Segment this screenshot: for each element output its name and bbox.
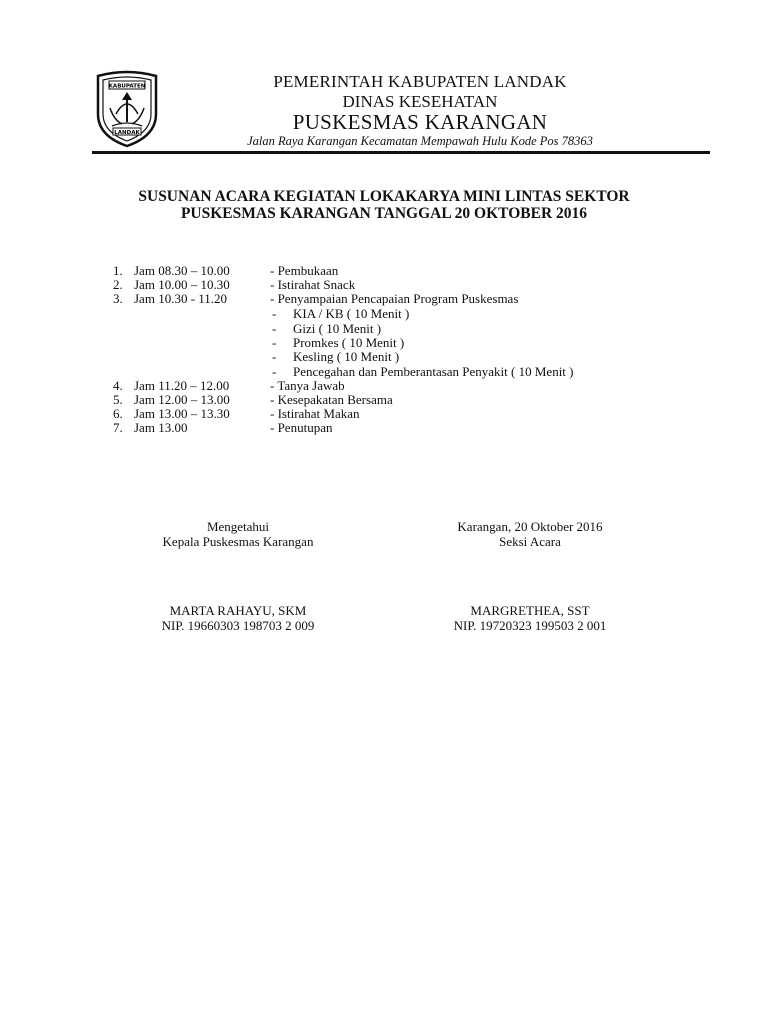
right-signature-caption: [390, 519, 670, 549]
government-heading: PEMERINTAH KABUPATEN LANDAK: [273, 72, 567, 91]
agenda-time: Jam 13.00 – 13.30: [134, 406, 230, 421]
agency-heading: DINAS KESEHATAN: [342, 92, 498, 111]
institution-heading: PUSKESMAS KARANGAN: [292, 110, 548, 134]
agenda-time: Jam 08.30 – 10.00: [134, 263, 230, 278]
subitem-dash: -: [272, 335, 277, 350]
signer-name: MARTA RAHAYU, SKM: [169, 603, 307, 618]
subitem-dash: -: [272, 364, 277, 379]
subitem-text: Pencegahan dan Pemberantasan Penyakit ( 10 Menit ): [293, 364, 574, 379]
agenda-number: 6.: [113, 406, 123, 421]
document-title-line1: SUSUNAN ACARA KEGIATAN LOKAKARYA MINI LINTAS SEKTOR: [138, 188, 630, 205]
document-title-line2: PUSKESMAS KARANGAN TANGGAL 20 OKTOBER 2016: [180, 205, 588, 222]
agenda-number: 2.: [113, 277, 123, 292]
agenda-time: Jam 10.00 – 10.30: [134, 277, 230, 292]
subitem-dash: -: [272, 321, 277, 336]
svg-text:KABUPATEN: KABUPATEN: [108, 83, 146, 90]
agenda-number: 3.: [113, 291, 123, 306]
subitem-text: Kesling ( 10 Menit ): [293, 349, 400, 364]
agenda-activity: - Tanya Jawab: [270, 378, 345, 393]
agenda-activity: - Penyampaian Pencapaian Program Puskesmas: [270, 291, 519, 306]
acknowledged-label: Mengetahui: [206, 519, 270, 534]
agenda-activity: - Pembukaan: [270, 263, 339, 278]
subitem-text: Promkes ( 10 Menit ): [293, 335, 405, 350]
agenda-number: 1.: [113, 263, 123, 278]
agenda-number: 7.: [113, 420, 123, 435]
subitem-text: Gizi ( 10 Menit ): [293, 321, 382, 336]
subitem-dash: -: [272, 349, 277, 364]
agenda-number: 5.: [113, 392, 123, 407]
svg-text:LANDAK: LANDAK: [114, 129, 140, 136]
agenda-activity: - Penutupan: [270, 420, 333, 435]
agenda-time: Jam 12.00 – 13.00: [134, 392, 230, 407]
agenda-time: Jam 10.30 - 11.20: [134, 291, 228, 306]
left-signature-caption: [98, 519, 378, 549]
left-signer: [98, 603, 378, 633]
place-date: Karangan, 20 Oktober 2016: [457, 519, 603, 534]
letterhead-divider: [92, 151, 710, 154]
signer-position: Kepala Puskesmas Karangan: [162, 534, 314, 549]
agenda-number: 4.: [113, 378, 123, 393]
agenda-activity: - Kesepakatan Bersama: [270, 392, 393, 407]
address-line: Jalan Raya Karangan Kecamatan Mempawah Hulu Kode Pos 78363: [247, 134, 593, 148]
subitem-text: KIA / KB ( 10 Menit ): [293, 306, 410, 321]
subitem-dash: -: [272, 306, 277, 321]
signer-nip: NIP. 19660303 198703 2 009: [161, 618, 315, 633]
right-signer: [390, 603, 670, 633]
agenda-time: Jam 13.00: [134, 420, 188, 435]
agenda-activity: - Istirahat Makan: [270, 406, 360, 421]
signer-name: MARGRETHEA, SST: [470, 603, 590, 618]
agenda-activity: - Istirahat Snack: [270, 277, 356, 292]
agenda-time: Jam 11.20 – 12.00: [134, 378, 230, 393]
signer-position: Seksi Acara: [499, 534, 561, 549]
signer-nip: NIP. 19720323 199503 2 001: [453, 618, 607, 633]
